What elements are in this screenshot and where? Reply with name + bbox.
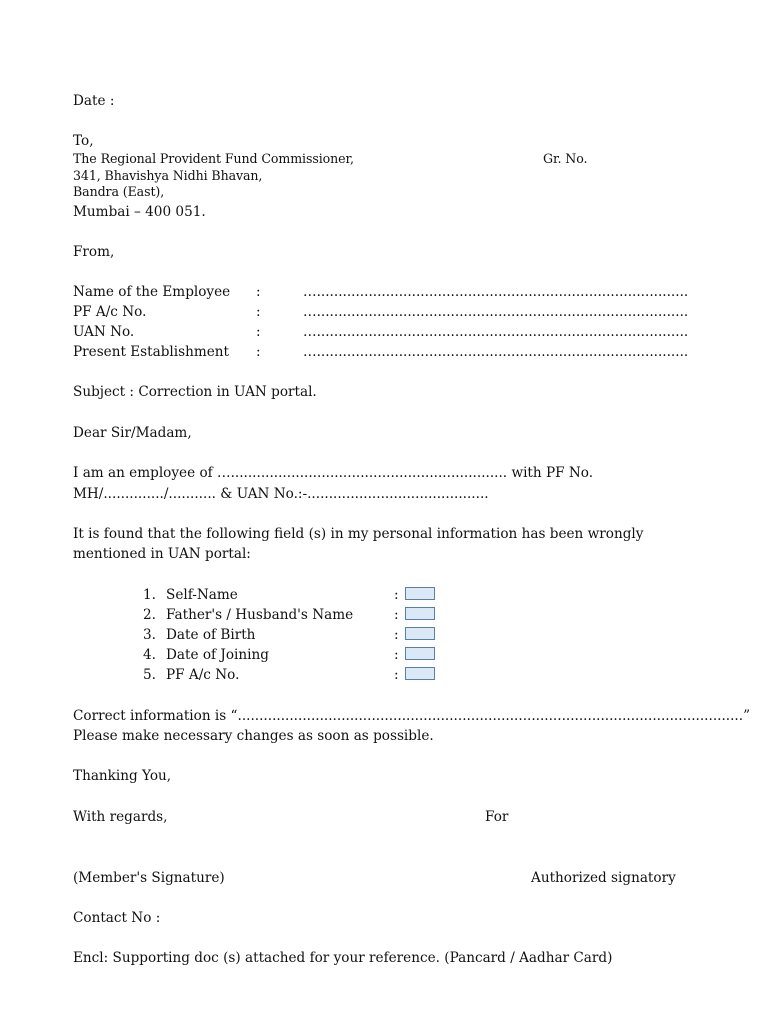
from-label: From, <box>73 244 115 260</box>
authorized-signatory-label: Authorized signatory <box>531 870 676 886</box>
pf-account-blank: …...................................................................................... <box>303 304 689 320</box>
body-line-2: MH/............../........... & UAN No.:-.......................................... <box>73 486 489 502</box>
checklist-label-father-husband-name: Father's / Husband's Name <box>166 607 354 623</box>
gr-no-label: Gr. No. <box>543 151 588 166</box>
checklist-colon: : <box>394 627 399 643</box>
correct-information-line: Correct information is “.....................................................................................................................” <box>73 708 751 724</box>
request-line: Please make necessary changes as soon as possible. <box>73 728 434 744</box>
subject-line: Subject : Correction in UAN portal. <box>73 384 317 400</box>
establishment-label: Present Establishment <box>73 344 229 360</box>
pf-account-checkbox[interactable] <box>405 667 435 680</box>
uan-blank: …...................................................................................... <box>303 324 689 340</box>
checklist-label-self-name: Self-Name <box>166 587 238 603</box>
addressee-line-2: 341, Bhavishya Nidhi Bhavan, <box>73 168 263 183</box>
salutation: Dear Sir/Madam, <box>73 425 192 441</box>
uan-label: UAN No. <box>73 324 135 340</box>
for-label: For <box>485 809 509 825</box>
date-label: Date : <box>73 93 115 109</box>
checklist-label-date-of-joining: Date of Joining <box>166 647 269 663</box>
self-name-checkbox[interactable] <box>405 587 435 600</box>
establishment-blank: …...................................................................................... <box>303 344 689 360</box>
employee-name-blank: …...................................................................................... <box>303 284 689 300</box>
uan-colon: : <box>256 324 261 340</box>
found-line-2: mentioned in UAN portal: <box>73 546 251 562</box>
checklist-label-pf-account: PF A/c No. <box>166 667 240 683</box>
checklist-colon: : <box>394 647 399 663</box>
checklist-colon: : <box>394 587 399 603</box>
member-signature-label: (Member's Signature) <box>73 870 225 886</box>
employee-name-label: Name of the Employee <box>73 284 231 300</box>
to-label: To, <box>73 133 94 149</box>
addressee-line-1: The Regional Provident Fund Commissioner, <box>73 151 354 166</box>
thanking-line: Thanking You, <box>73 768 172 784</box>
checklist-colon: : <box>394 667 399 683</box>
checklist-label-date-of-birth: Date of Birth <box>166 627 256 643</box>
checklist-number: 4. <box>143 647 156 663</box>
checklist-number: 2. <box>143 607 156 623</box>
checklist-number: 1. <box>143 587 156 603</box>
contact-number-label: Contact No : <box>73 910 161 926</box>
checklist-number: 5. <box>143 667 156 683</box>
pf-account-label: PF A/c No. <box>73 304 147 320</box>
addressee-line-3: Bandra (East), <box>73 184 165 199</box>
employee-name-colon: : <box>256 284 261 300</box>
checklist-number: 3. <box>143 627 156 643</box>
body-line-1: I am an employee of …................................................................ with PF No. <box>73 465 594 481</box>
father-husband-name-checkbox[interactable] <box>405 607 435 620</box>
regards-line: With regards, <box>73 809 168 825</box>
found-line-1: It is found that the following field (s) in my personal information has been wrongly <box>73 526 644 542</box>
date-of-joining-checkbox[interactable] <box>405 647 435 660</box>
date-of-birth-checkbox[interactable] <box>405 627 435 640</box>
addressee-line-4: Mumbai – 400 051. <box>73 204 206 220</box>
pf-account-colon: : <box>256 304 261 320</box>
checklist-colon: : <box>394 607 399 623</box>
enclosure-line: Encl: Supporting doc (s) attached for your reference. (Pancard / Aadhar Card) <box>73 950 613 966</box>
establishment-colon: : <box>256 344 261 360</box>
